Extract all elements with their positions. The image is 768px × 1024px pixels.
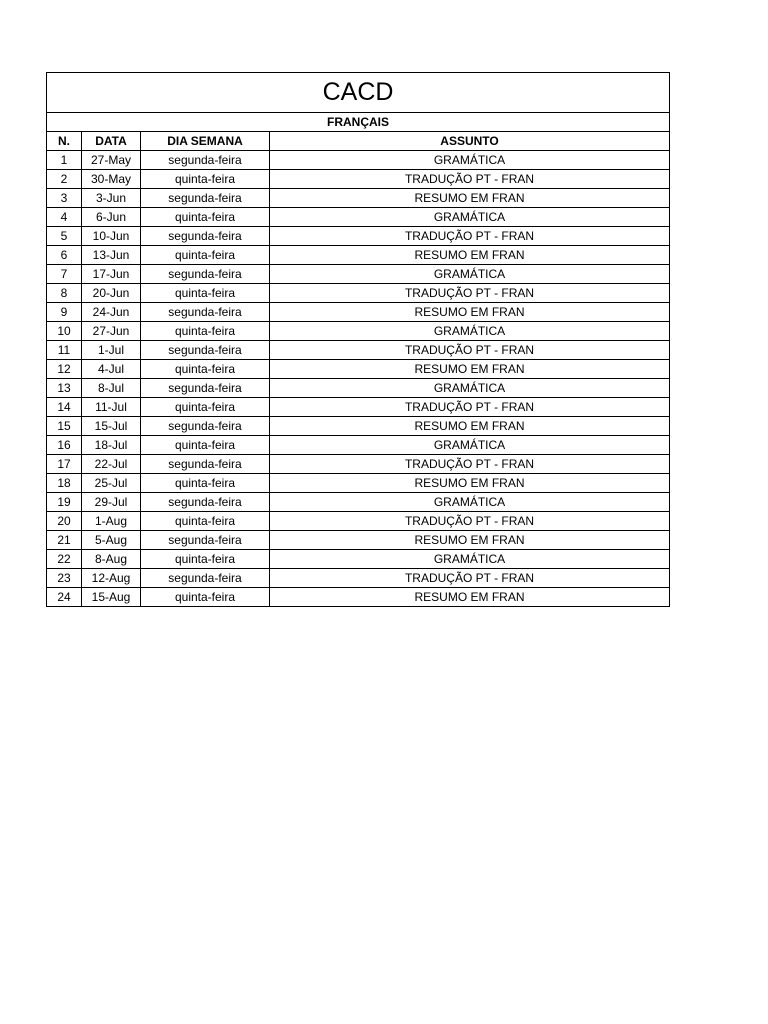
cell-subject: GRAMÁTICA <box>270 208 670 227</box>
cell-number: 6 <box>47 246 82 265</box>
column-header-dia-semana: DIA SEMANA <box>141 132 270 151</box>
cell-weekday: segunda-feira <box>141 569 270 588</box>
column-header-data: DATA <box>82 132 141 151</box>
cell-number: 9 <box>47 303 82 322</box>
table-row <box>47 417 670 436</box>
cell-date: 29-Jul <box>82 493 141 512</box>
table-row <box>47 265 670 284</box>
cell-date: 6-Jun <box>82 208 141 227</box>
cell-date: 4-Jul <box>82 360 141 379</box>
cell-date: 27-Jun <box>82 322 141 341</box>
cell-number: 14 <box>47 398 82 417</box>
cell-number: 12 <box>47 360 82 379</box>
cell-number: 22 <box>47 550 82 569</box>
cell-weekday: segunda-feira <box>141 151 270 170</box>
cell-number: 7 <box>47 265 82 284</box>
cell-date: 15-Jul <box>82 417 141 436</box>
table-row <box>47 208 670 227</box>
table-row <box>47 246 670 265</box>
cell-number: 2 <box>47 170 82 189</box>
cell-weekday: quinta-feira <box>141 208 270 227</box>
table-row <box>47 493 670 512</box>
table-row <box>47 379 670 398</box>
cell-subject: GRAMÁTICA <box>270 493 670 512</box>
table-row <box>47 227 670 246</box>
cell-subject: RESUMO EM FRAN <box>270 588 670 607</box>
cell-date: 25-Jul <box>82 474 141 493</box>
cell-weekday: quinta-feira <box>141 284 270 303</box>
table-body <box>47 151 670 607</box>
table-row <box>47 303 670 322</box>
table-row <box>47 550 670 569</box>
table-row <box>47 436 670 455</box>
cell-subject: GRAMÁTICA <box>270 550 670 569</box>
cell-subject: TRADUÇÃO PT - FRAN <box>270 284 670 303</box>
cell-subject: TRADUÇÃO PT - FRAN <box>270 569 670 588</box>
cell-date: 11-Jul <box>82 398 141 417</box>
subtitle-row <box>47 113 670 132</box>
cell-weekday: segunda-feira <box>141 189 270 208</box>
cell-weekday: quinta-feira <box>141 398 270 417</box>
sheet-subtitle: FRANÇAIS <box>47 113 670 132</box>
table-row <box>47 189 670 208</box>
cell-number: 19 <box>47 493 82 512</box>
cell-number: 13 <box>47 379 82 398</box>
cell-date: 12-Aug <box>82 569 141 588</box>
cell-weekday: quinta-feira <box>141 436 270 455</box>
cell-weekday: quinta-feira <box>141 474 270 493</box>
cell-weekday: quinta-feira <box>141 170 270 189</box>
table-row <box>47 341 670 360</box>
cell-number: 1 <box>47 151 82 170</box>
cell-weekday: segunda-feira <box>141 379 270 398</box>
cell-date: 17-Jun <box>82 265 141 284</box>
cell-number: 16 <box>47 436 82 455</box>
cell-number: 17 <box>47 455 82 474</box>
cell-subject: RESUMO EM FRAN <box>270 531 670 550</box>
cell-date: 3-Jun <box>82 189 141 208</box>
cell-subject: TRADUÇÃO PT - FRAN <box>270 398 670 417</box>
cell-weekday: segunda-feira <box>141 455 270 474</box>
cell-subject: TRADUÇÃO PT - FRAN <box>270 512 670 531</box>
cell-weekday: quinta-feira <box>141 246 270 265</box>
table-row <box>47 455 670 474</box>
cell-subject: GRAMÁTICA <box>270 151 670 170</box>
column-header-assunto: ASSUNTO <box>270 132 670 151</box>
cell-subject: GRAMÁTICA <box>270 436 670 455</box>
cell-weekday: quinta-feira <box>141 512 270 531</box>
header-row <box>47 132 670 151</box>
cell-subject: RESUMO EM FRAN <box>270 189 670 208</box>
cell-date: 1-Jul <box>82 341 141 360</box>
cell-weekday: segunda-feira <box>141 265 270 284</box>
cell-subject: TRADUÇÃO PT - FRAN <box>270 170 670 189</box>
cell-date: 8-Aug <box>82 550 141 569</box>
cell-subject: GRAMÁTICA <box>270 322 670 341</box>
cell-number: 4 <box>47 208 82 227</box>
cell-number: 24 <box>47 588 82 607</box>
cell-date: 30-May <box>82 170 141 189</box>
cell-date: 24-Jun <box>82 303 141 322</box>
cell-weekday: segunda-feira <box>141 531 270 550</box>
cell-number: 11 <box>47 341 82 360</box>
cell-date: 22-Jul <box>82 455 141 474</box>
cell-subject: GRAMÁTICA <box>270 265 670 284</box>
cell-subject: RESUMO EM FRAN <box>270 360 670 379</box>
cell-number: 15 <box>47 417 82 436</box>
table-row <box>47 588 670 607</box>
cell-subject: RESUMO EM FRAN <box>270 246 670 265</box>
cell-number: 8 <box>47 284 82 303</box>
table-row <box>47 512 670 531</box>
cell-date: 5-Aug <box>82 531 141 550</box>
cell-date: 8-Jul <box>82 379 141 398</box>
cell-weekday: segunda-feira <box>141 303 270 322</box>
cell-date: 20-Jun <box>82 284 141 303</box>
cell-subject: TRADUÇÃO PT - FRAN <box>270 455 670 474</box>
cell-subject: TRADUÇÃO PT - FRAN <box>270 341 670 360</box>
cell-weekday: quinta-feira <box>141 588 270 607</box>
table-row <box>47 322 670 341</box>
cell-date: 10-Jun <box>82 227 141 246</box>
cell-number: 18 <box>47 474 82 493</box>
cell-weekday: segunda-feira <box>141 493 270 512</box>
cell-number: 23 <box>47 569 82 588</box>
cell-date: 13-Jun <box>82 246 141 265</box>
sheet-title: CACD <box>47 73 670 113</box>
column-header-n: N. <box>47 132 82 151</box>
table-row <box>47 474 670 493</box>
cell-weekday: segunda-feira <box>141 227 270 246</box>
table-row <box>47 284 670 303</box>
table-row <box>47 360 670 379</box>
cell-number: 3 <box>47 189 82 208</box>
table-row <box>47 170 670 189</box>
cell-date: 1-Aug <box>82 512 141 531</box>
table-row <box>47 398 670 417</box>
cell-subject: TRADUÇÃO PT - FRAN <box>270 227 670 246</box>
cell-subject: RESUMO EM FRAN <box>270 303 670 322</box>
table-row <box>47 531 670 550</box>
cell-weekday: quinta-feira <box>141 322 270 341</box>
cell-date: 15-Aug <box>82 588 141 607</box>
cell-number: 21 <box>47 531 82 550</box>
title-row <box>47 73 670 113</box>
cell-date: 18-Jul <box>82 436 141 455</box>
cell-weekday: quinta-feira <box>141 360 270 379</box>
cell-weekday: quinta-feira <box>141 550 270 569</box>
table-row <box>47 569 670 588</box>
cell-subject: RESUMO EM FRAN <box>270 474 670 493</box>
cell-number: 20 <box>47 512 82 531</box>
cell-number: 5 <box>47 227 82 246</box>
cell-number: 10 <box>47 322 82 341</box>
table-row <box>47 151 670 170</box>
cell-subject: GRAMÁTICA <box>270 379 670 398</box>
cell-weekday: segunda-feira <box>141 417 270 436</box>
cell-weekday: segunda-feira <box>141 341 270 360</box>
schedule-table <box>46 72 670 607</box>
cell-subject: RESUMO EM FRAN <box>270 417 670 436</box>
cell-date: 27-May <box>82 151 141 170</box>
